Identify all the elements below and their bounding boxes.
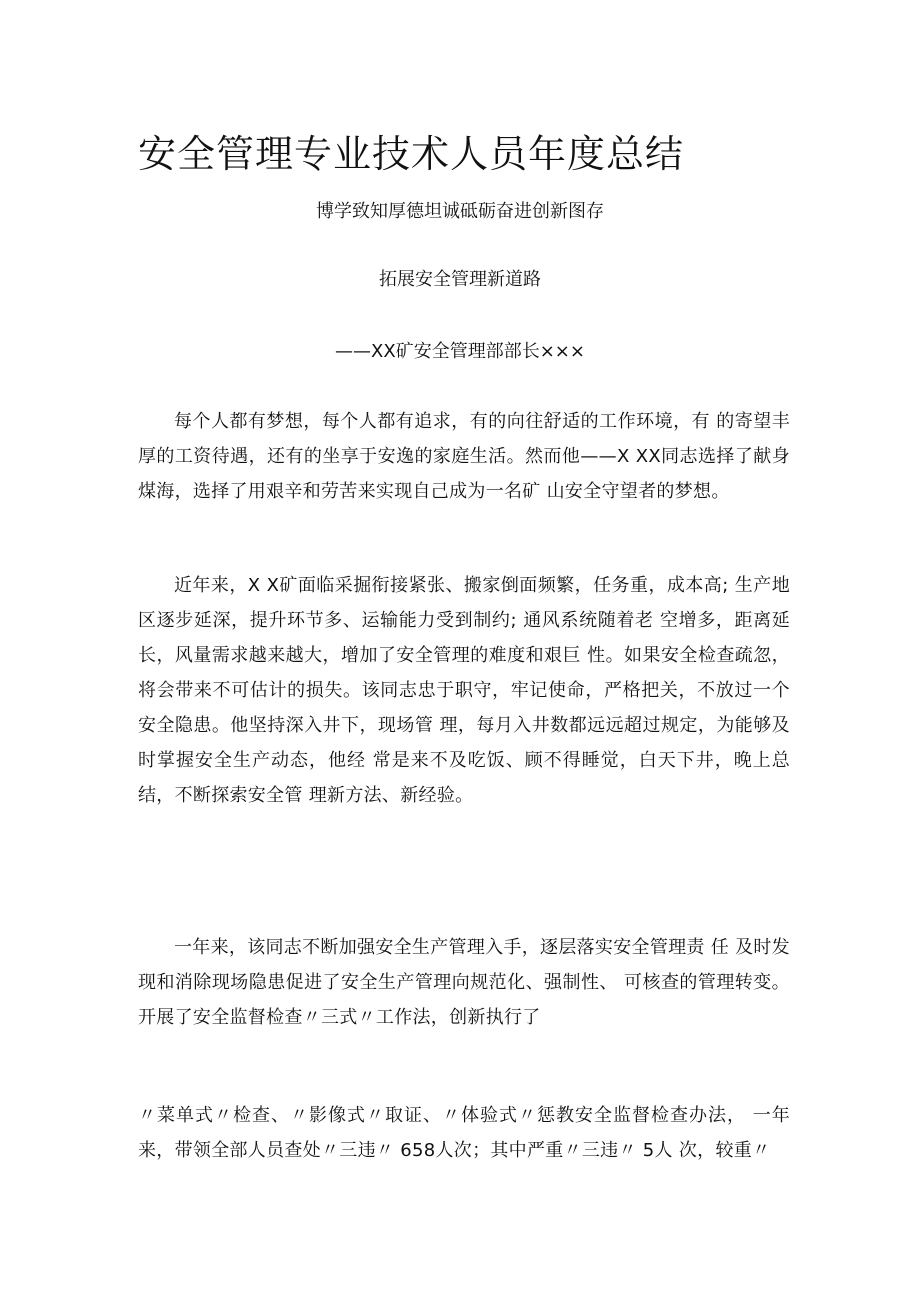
paragraph-4: 〃菜单式〃检查、〃影像式〃取证、〃体验式〃惩教安全监督检查办法， 一年来，带领全部人员查处〃三违〃 658人次；其中严重〃三违〃 5人 次，较重〃 [138, 1105, 790, 1161]
paragraph-2: 近年来，X X矿面临采掘衔接紧张、搬家倒面频繁，任务重，成本高; 生产地区逐步延深，提升环节多、运输能力受到制约; 通风系统随着老 空增多，距离延长，风量需求越来越大，增加了安全管理的难度和艰巨 性。如果安全检查疏忽，将会带来不可估计的损失。该同志忠于职守，牢记使命，严格把关，不放过一个安全隐患。他坚持深入井下，现场管 理，每月入井数都远远超过规定，为能够及时掌握安全生产动态，他经 常是来不及吃饭、顾不得睡觉，白天下井，晚上总结，不断探索安全管 理新方法、新经验。 [138, 575, 790, 806]
document-subtitle: 博学致知厚德坦诚砥砺奋进创新图存 [316, 201, 604, 222]
paragraph-1: 每个人都有梦想，每个人都有追求，有的向往舒适的工作环境，有 的寄望丰厚的工资待遇，还有的坐享于安逸的家庭生活。然而他——X XX同志选择了献身煤海，选择了用艰辛和劳苦来实现自己成为一名矿 山安全守望者的梦想。 [138, 411, 790, 502]
document-title: 安全管理专业技术人员年度总结 [138, 132, 685, 176]
author-byline: ——XX矿安全管理部部长××× [335, 341, 585, 362]
paragraph-3: 一年来，该同志不断加强安全生产管理入手，逐层落实安全管理责 任 及时发现和消除现场隐患促进了安全生产管理向规范化、强制性、 可核查的管理转变。开展了安全监督检查〃三式〃工作法，创新执行了 [138, 937, 790, 1028]
section-heading: 拓展安全管理新道路 [379, 269, 541, 290]
